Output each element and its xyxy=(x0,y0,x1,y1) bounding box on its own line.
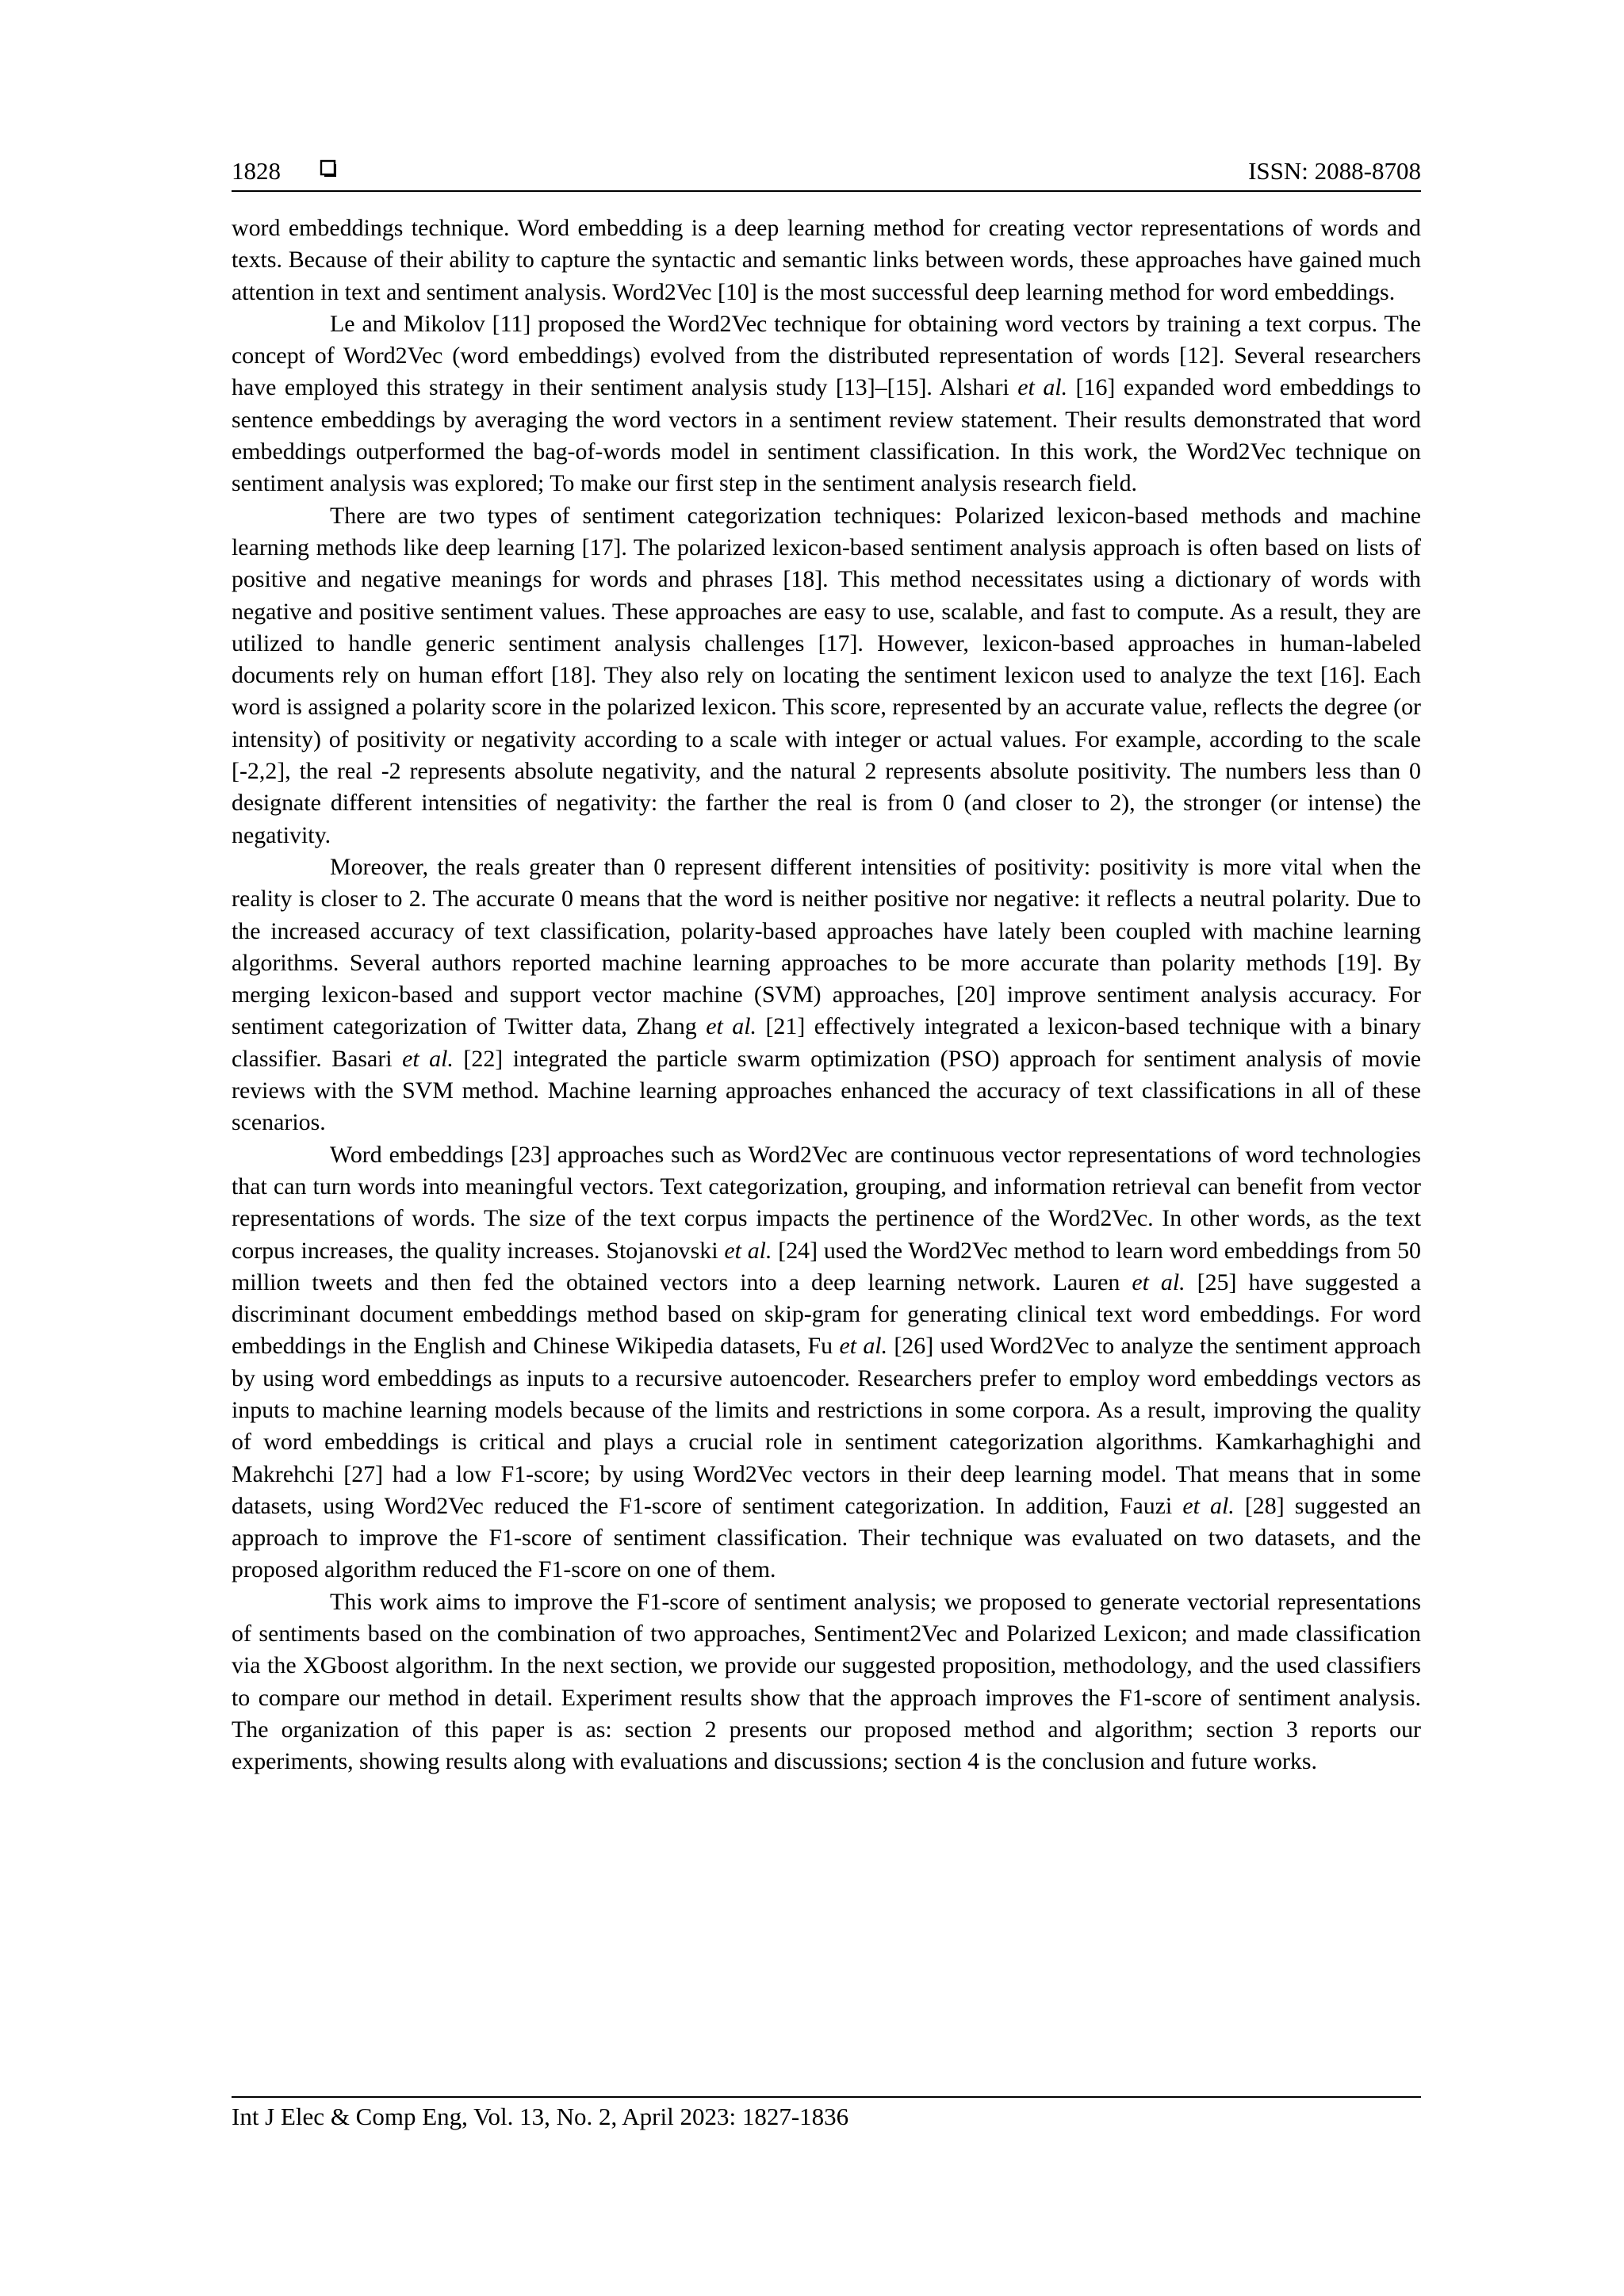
page-header xyxy=(232,155,1421,193)
body-paragraph xyxy=(232,212,1421,308)
body-paragraph xyxy=(232,308,1421,500)
paragraph-text: [26] used Word2Vec to analyze the sentiment approach by using word embeddings as inputs to a recursive autoencoder. Researchers prefer to employ word embeddings vectors as inputs to machine learning models because of the limits and restrictions in some corpora. As a result, improving the quality of word embeddings is critical and plays a crucial role in sentiment categorization algorithms. Kamkarhaghighi and Makrehchi [27] had a low F1-score; by using Word2Vec vectors in their deep learning model. That means that in some datasets, using Word2Vec reduced the F1-score of sentiment categorization. In addition, Fauzi xyxy=(232,1333,1421,1519)
body-paragraph xyxy=(232,500,1421,851)
paragraph-text: [22] integrated the particle swarm optimization (PSO) approach for sentiment analysis of movie reviews with the SVM method. Machine learning approaches enhanced the accuracy of text classifications in all of these scenarios. xyxy=(232,1045,1421,1136)
paragraph-text: [21] effectively integrated a lexicon-based technique with a binary classifier. Basari xyxy=(232,1013,1422,1072)
italic-text: et al. xyxy=(1132,1269,1185,1295)
paragraph-text: [25] have suggested a discriminant document embeddings method based on skip-gram for generating clinical text word embeddings. For word embeddings in the English and Chinese Wikipedia datasets, Fu xyxy=(232,1269,1422,1360)
paragraph-text: Word embeddings [23] approaches such as Word2Vec are continuous vector representations of word technologies that can turn words into meaningful vectors. Text categorization, grouping, and information retrieval can benefit from vector representations of words. The size of the text corpus impacts the pertinence of the Word2Vec. In other words, as the text corpus increases, the quality increases. Stojanovski xyxy=(232,1141,1421,1264)
body-paragraph xyxy=(232,851,1421,1139)
article-body xyxy=(232,212,1421,1778)
header-divider xyxy=(232,190,1421,192)
paragraph-text: [16] expanded word embeddings to sentence embeddings by averaging the word vectors in a sentiment review statement. Their results demonstrated that word embeddings outperformed the bag-of-words model in sentiment classification. In this work, the Word2Vec technique on sentiment analysis was explored; To make our first step in the sentiment analysis research field. xyxy=(232,374,1421,497)
italic-text: et al. xyxy=(724,1237,772,1264)
body-paragraph xyxy=(232,1139,1421,1586)
paragraph-text: [24] used the Word2Vec method to learn word embeddings from 50 million tweets and then fed the obtained vectors into a deep learning network. Lauren xyxy=(232,1237,1421,1295)
paragraph-text: Moreover, the reals greater than 0 represent different intensities of positivity: positivity is more vital when the reality is closer to 2. The accurate 0 means that the word is neither positive nor negative: it reflects a neutral polarity. Due to the increased accuracy of text classification, polarity-based approaches have lately been coupled with machine learning algorithms. Several authors reported machine learning approaches to be more accurate than polarity methods [19]. By merging lexicon-based and support vector machine (SVM) approaches, [20] improve sentiment analysis accuracy. For sentiment categorization of Twitter data, Zhang xyxy=(232,853,1421,1040)
italic-text: et al. xyxy=(839,1333,888,1360)
paragraph-text: There are two types of sentiment categorization techniques: Polarized lexicon-based methods and machine learning methods like deep learning [17]. The polarized lexicon-based sentiment analysis approach is often based on lists of positive and negative meanings for words and phrases [18]. This method necessitates using a dictionary of words with negative and positive sentiment values. These approaches are easy to use, scalable, and fast to compute. As a result, they are utilized to handle generic sentiment analysis challenges [17]. However, lexicon-based approaches in human-labeled documents rely on human effort [18]. They also rely on locating the sentiment lexicon used to analyze the text [16]. Each word is assigned a polarity score in the polarized lexicon. This score, represented by an accurate value, reflects the degree (or intensity) of positivity or negativity according to a scale with integer or actual values. For example, according to the scale [-2,2], the real -2 represents absolute negativity, and the natural 2 represents absolute positivity. The numbers less than 0 designate different intensities of negativity: the farther the real is from 0 (and closer to 2), the stronger (or intense) the negativity. xyxy=(232,502,1421,848)
paragraph-text: word embeddings technique. Word embedding is a deep learning method for creating vector representations of words and texts. Because of their ability to capture the syntactic and semantic links between words, these approaches have gained much attention in text and sentiment analysis. Word2Vec [10] is the most successful deep learning method for word embeddings. xyxy=(232,215,1421,305)
paragraph-text: [28] suggested an approach to improve the F1-score of sentiment classification. Their technique was evaluated on two datasets, and the proposed algorithm reduced the F1-score on one of them. xyxy=(232,1492,1421,1583)
footer-divider xyxy=(232,2096,1421,2098)
italic-text: et al. xyxy=(706,1013,756,1040)
body-paragraph xyxy=(232,1586,1421,1778)
checkbox-square-icon xyxy=(319,159,338,178)
italic-text: et al. xyxy=(402,1045,454,1072)
issn-label: ISSN: 2088-8708 xyxy=(1248,157,1421,185)
italic-text: et al. xyxy=(1182,1492,1235,1519)
paragraph-text: Le and Mikolov [11] proposed the Word2Vec technique for obtaining word vectors by training a text corpus. The concept of Word2Vec (word embeddings) evolved from the distributed representation of words [12]. Several researchers have employed this strategy in their sentiment analysis study [13]–[15]. Alshari xyxy=(232,310,1421,401)
italic-text: et al. xyxy=(1017,374,1068,401)
journal-citation-footer: Int J Elec & Comp Eng, Vol. 13, No. 2, April 2023: 1827-1836 xyxy=(232,2103,849,2130)
paragraph-text: This work aims to improve the F1-score of sentiment analysis; we proposed to generate vectorial representations of sentiments based on the combination of two approaches, Sentiment2Vec and Polarized Lexicon; and made classification via the XGboost algorithm. In the next section, we provide our suggested proposition, methodology, and the used classifiers to compare our method in detail. Experiment results show that the approach improves the F1-score of sentiment analysis. The organization of this paper is as: section 2 presents our proposed method and algorithm; section 3 reports our experiments, showing results along with evaluations and discussions; section 4 is the conclusion and future works. xyxy=(232,1588,1421,1775)
page-number: 1828 xyxy=(232,157,281,185)
